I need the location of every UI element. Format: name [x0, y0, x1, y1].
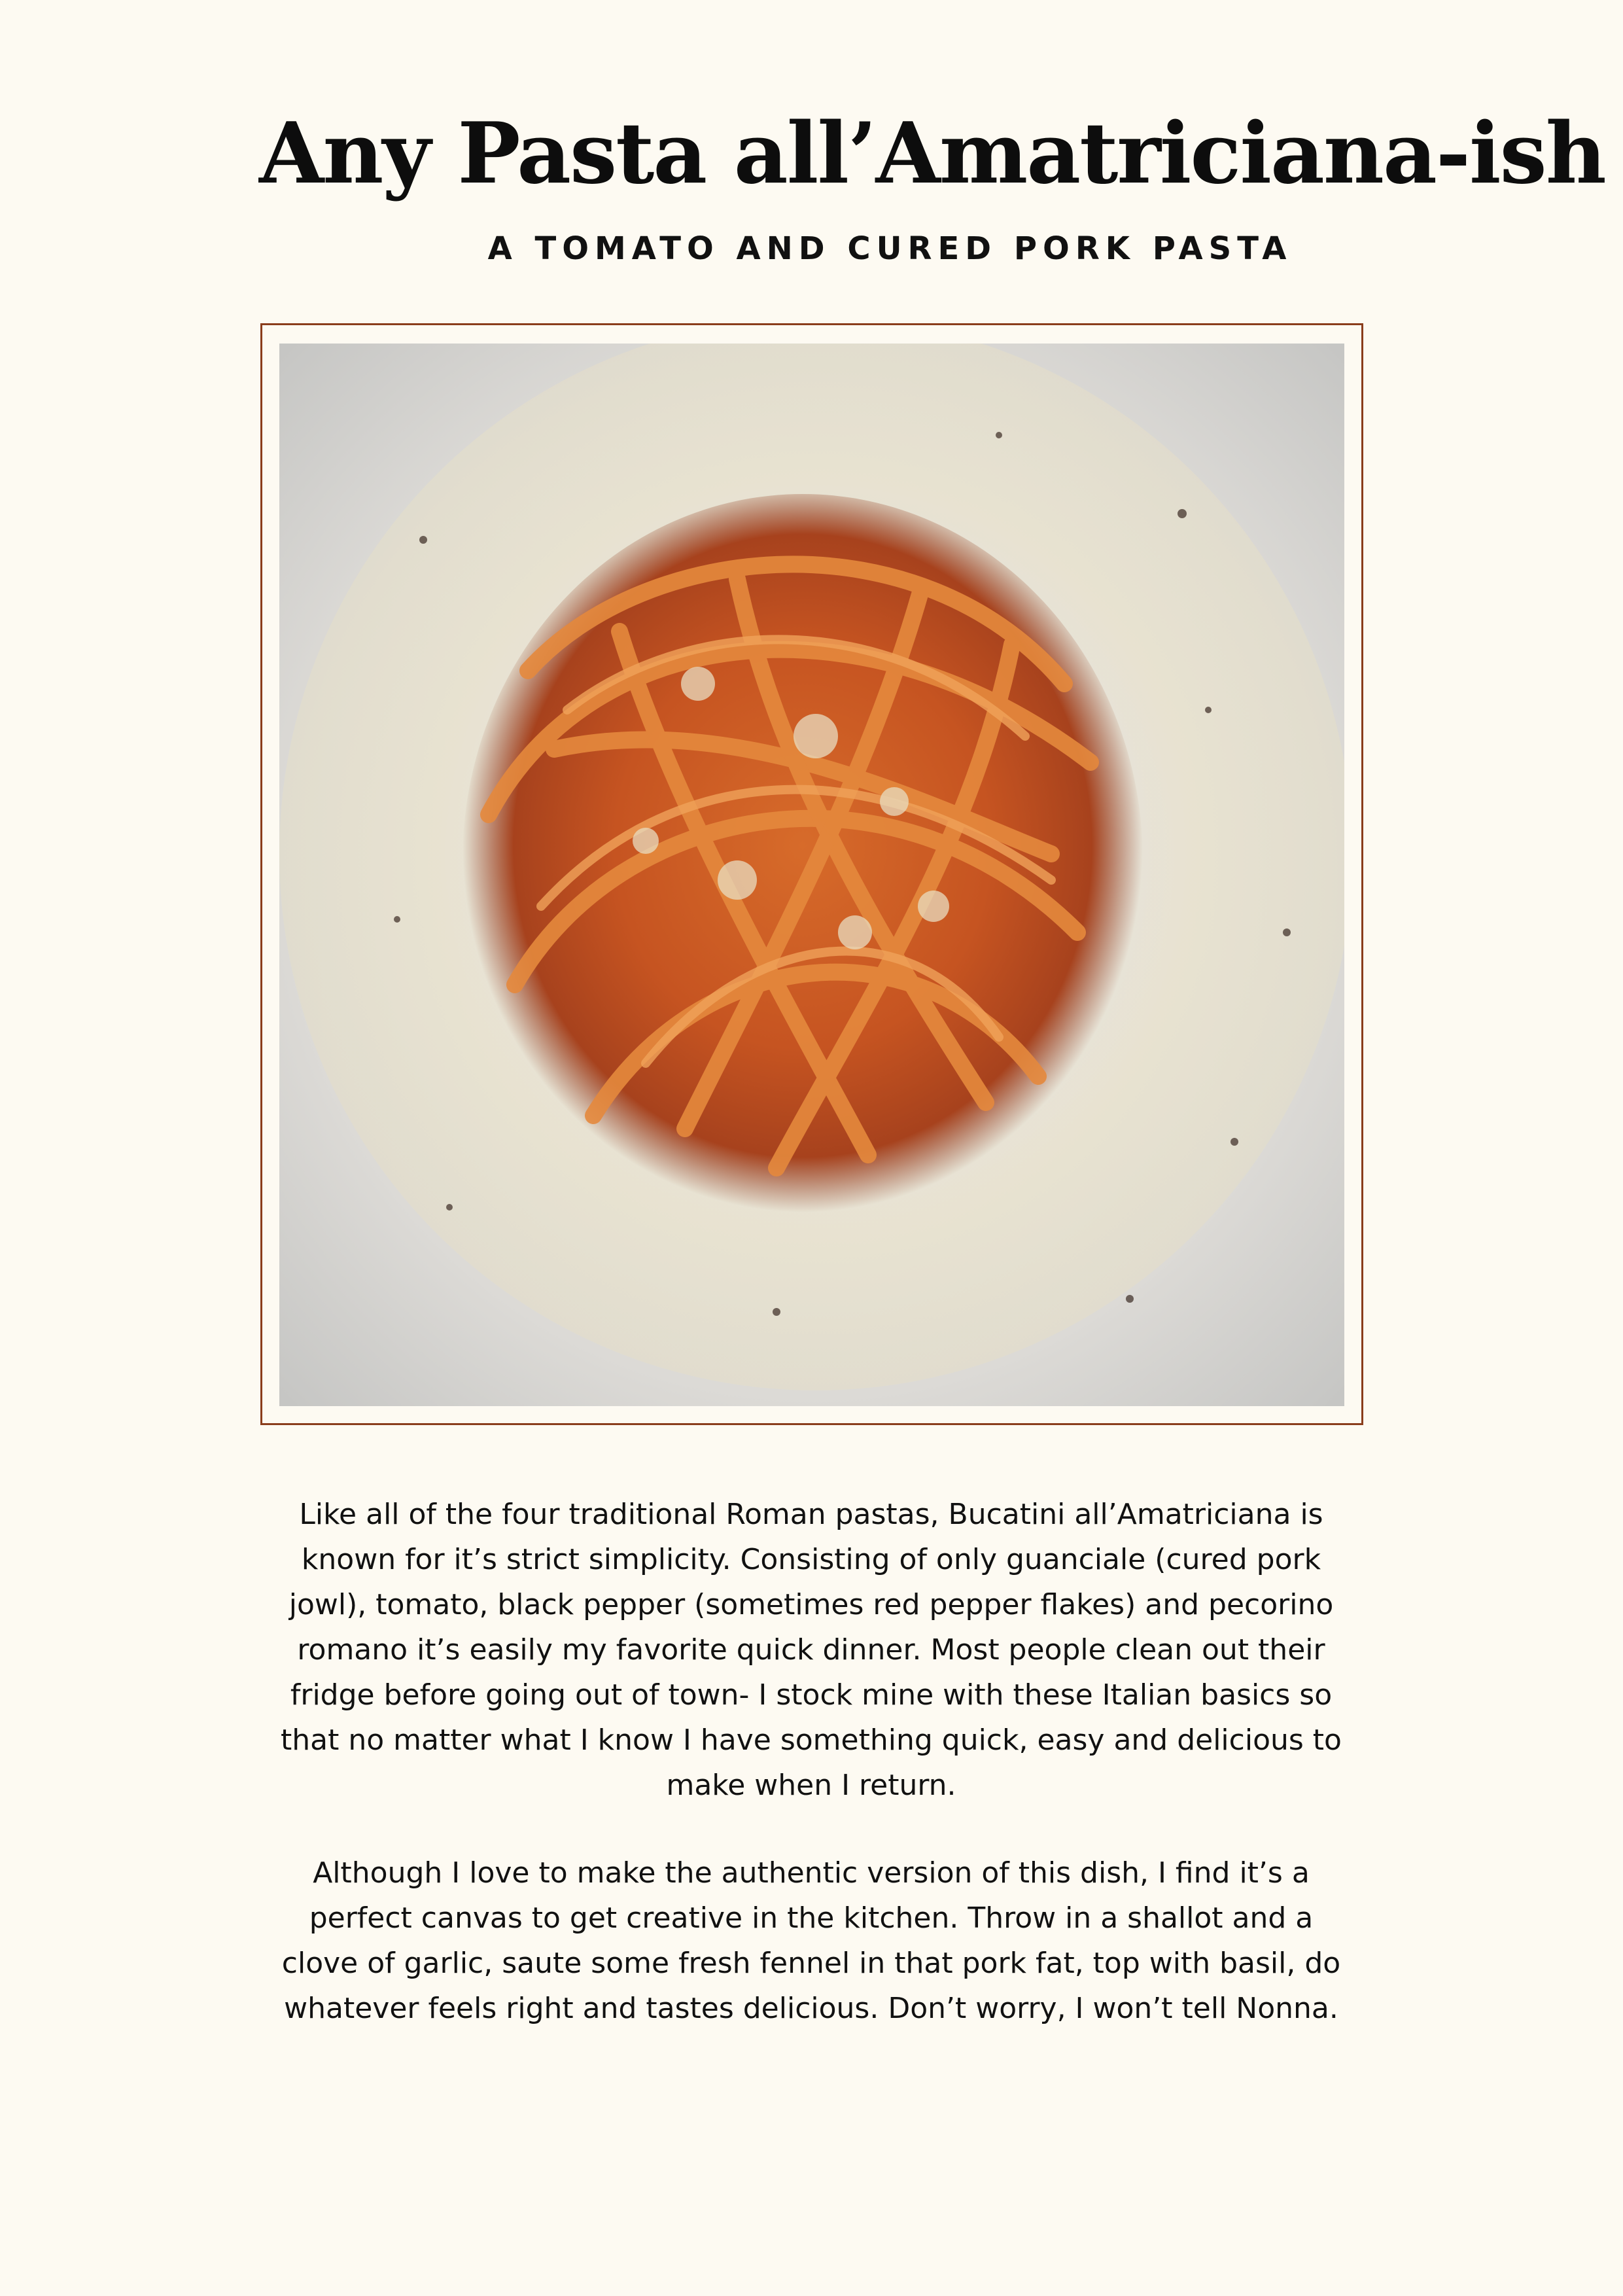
page-title: Any Pasta all’Amatriciana-ish: [259, 105, 1605, 203]
variation-paragraph: Although I love to make the authentic version of this dish, I find it’s a perfect canvas to get creative in the kitchen. Throw in a shallot and a clove of garlic, saute some fresh fennel in that pork fat, top with basil, do whatever feels right and tastes delicious. Don’t worry, I won’t tell Nonna.: [281, 1856, 1341, 2025]
photo-frame: [260, 323, 1363, 1425]
pasta-dish-photo: [279, 344, 1344, 1406]
page-subtitle: A TOMATO AND CURED PORK PASTA: [487, 230, 1293, 267]
pasta-dish-icon: [279, 344, 1344, 1406]
intro-paragraph: Like all of the four traditional Roman pastas, Bucatini all’Amatriciana is known for it’s strict simplicity. Consisting of only guanciale (cured pork jowl), tomato, black pepper (sometimes red pepper flakes) and pecorino romano it’s easily my favorite quick dinner. Most people clean out their fridge before going out of town- I stock mine with these Italian basics so that no matter what I know I have something quick, easy and delicious to make when I return.: [281, 1498, 1342, 1802]
